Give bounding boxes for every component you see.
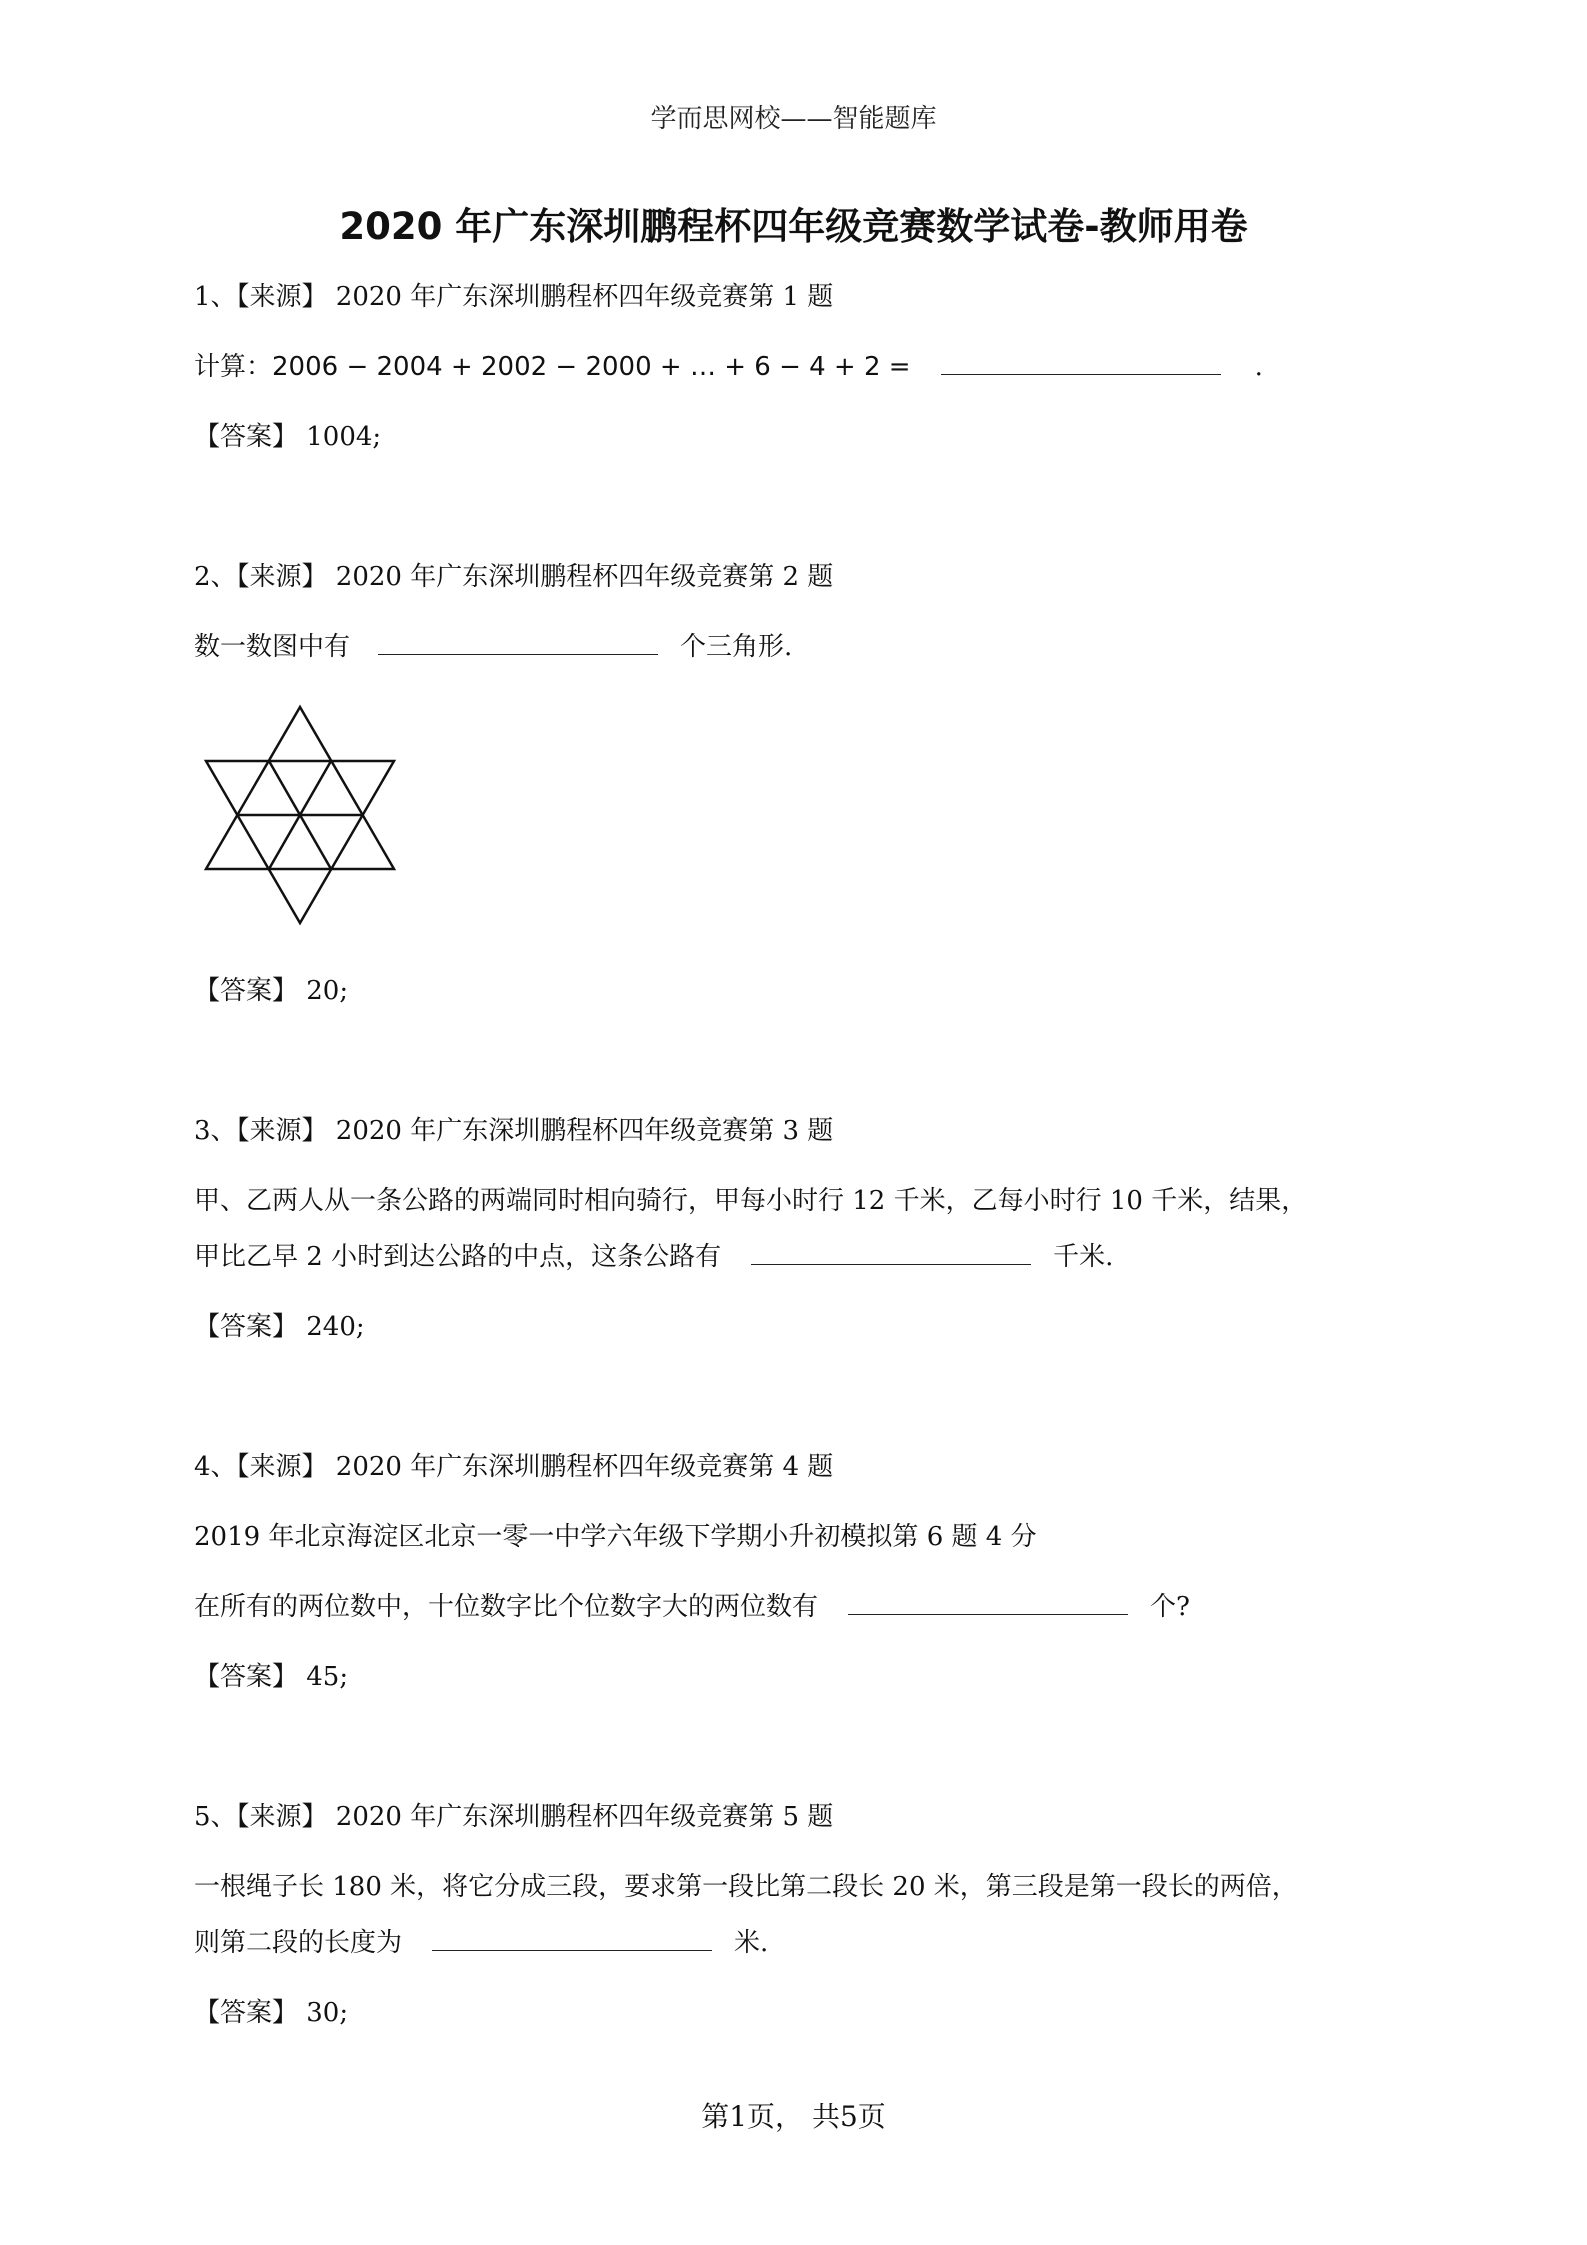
- q1-answer: 【答案】 1004;: [194, 422, 382, 452]
- q4-source: 4、【来源】 2020 年广东深圳鹏程杯四年级竞赛第 4 题: [194, 1452, 834, 1482]
- q1-expression: 2006 − 2004 + 2002 − 2000 + … + 6 − 4 + 2 =: [272, 352, 911, 382]
- q4-answer-blank[interactable]: [848, 1588, 1128, 1615]
- q4-body-suffix: 个?: [1150, 1592, 1190, 1622]
- q3-body-suffix: 千米.: [1053, 1242, 1114, 1272]
- q1-answer-blank[interactable]: [941, 348, 1221, 375]
- q5-body-line2: [194, 1922, 768, 1959]
- q2-answer: 【答案】 20;: [194, 976, 349, 1006]
- q4-body-line1: 2019 年北京海淀区北京一零一中学六年级下学期小升初模拟第 6 题 4 分: [194, 1522, 1037, 1552]
- q1-body-prefix: 计算：: [194, 352, 273, 382]
- q1-body: [194, 346, 1263, 383]
- q1-body-suffix: .: [1254, 352, 1263, 382]
- q2-body-prefix: 数一数图中有: [194, 632, 351, 662]
- q3-body-prefix: 甲比乙早 2 小时到达公路的中点，这条公路有: [194, 1242, 722, 1272]
- q5-body-prefix: 则第二段的长度为: [194, 1928, 403, 1958]
- q4-body-prefix: 在所有的两位数中，十位数字比个位数字大的两位数有: [194, 1592, 819, 1622]
- q2-body-suffix: 个三角形.: [680, 632, 793, 662]
- q5-body-suffix: 米.: [734, 1928, 769, 1958]
- q2-body: [194, 626, 792, 663]
- downward-triangle: [206, 761, 394, 923]
- q5-answer: 【答案】 30;: [194, 1998, 349, 2028]
- q5-body-line1: 一根绳子长 180 米，将它分成三段，要求第一段比第二段长 20 米，第三段是第一段长的两倍，: [194, 1872, 1298, 1902]
- page-footer: 第1页， 共5页: [701, 2100, 886, 2133]
- q4-answer: 【答案】 45;: [194, 1662, 349, 1692]
- q2-answer-blank[interactable]: [378, 628, 658, 655]
- q3-body-line2: [194, 1236, 1113, 1273]
- q4-body-line2: [194, 1586, 1190, 1623]
- q3-answer-blank[interactable]: [751, 1238, 1031, 1265]
- q5-answer-blank[interactable]: [432, 1924, 712, 1951]
- star-of-triangles-figure: [200, 702, 400, 932]
- q5-source: 5、【来源】 2020 年广东深圳鹏程杯四年级竞赛第 5 题: [194, 1802, 834, 1832]
- q3-answer: 【答案】 240;: [194, 1312, 365, 1342]
- page-title: 2020 年广东深圳鹏程杯四年级竞赛数学试卷-教师用卷: [339, 205, 1248, 248]
- q3-source: 3、【来源】 2020 年广东深圳鹏程杯四年级竞赛第 3 题: [194, 1116, 834, 1146]
- page-header: 学而思网校——智能题库: [650, 104, 937, 134]
- q2-source: 2、【来源】 2020 年广东深圳鹏程杯四年级竞赛第 2 题: [194, 562, 834, 592]
- q1-source: 1、【来源】 2020 年广东深圳鹏程杯四年级竞赛第 1 题: [194, 282, 834, 312]
- upward-triangle: [206, 707, 394, 869]
- q3-body-line1: 甲、乙两人从一条公路的两端同时相向骑行，甲每小时行 12 千米，乙每小时行 10 千米，结果，: [194, 1186, 1308, 1216]
